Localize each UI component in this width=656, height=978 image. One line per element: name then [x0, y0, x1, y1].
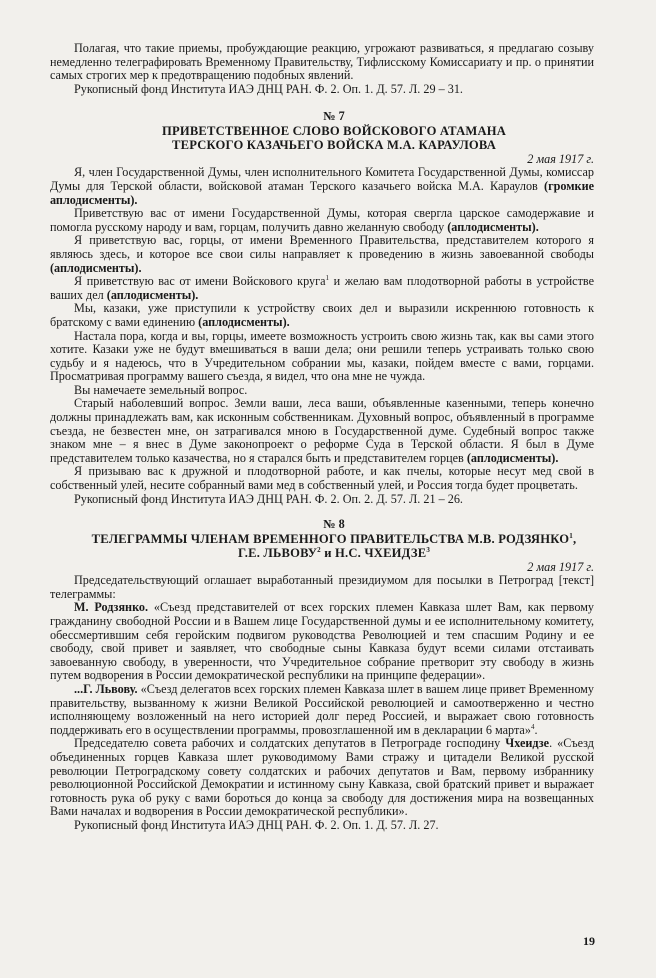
footnote-ref: 1 [325, 274, 330, 283]
source-note-top: Рукописный фонд Института ИАЭ ДНЦ РАН. Ф. 2. Оп. 1. Д. 57. Л. 29 – 31. [74, 81, 463, 96]
doc7-title-line2: ТЕРСКОГО КАЗАЧЬЕГО ВОЙСКА М.А. КАРАУЛОВА [172, 138, 496, 153]
intro-paragraph: Полагая, что такие приемы, пробуждающие реакцию, угрожают развиваться, я предлагаю созыву немедленно телеграфировать Временному Правительству, Тифлисскому Комиссариату и пр. о принятии самых строгих мер к предотвращению подобных явлений. [50, 41, 594, 83]
doc8-number: № 8 [323, 517, 345, 532]
footnote-ref: 4 [530, 722, 535, 731]
page-number: 19 [583, 934, 595, 948]
doc8-intro: Председательствующий оглашает выработанный президиумом для посылки в Петроград [текст] телеграммы: [50, 573, 594, 601]
doc8-source-note: Рукописный фонд Института ИАЭ ДНЦ РАН. Ф. 2. Оп. 1. Д. 57. Л. 27. [74, 817, 439, 832]
doc7-number: № 7 [323, 109, 345, 124]
doc8-telegram-lvov: ...Г. Львову. «Съезд делегатов всех горских племен Кавказа шлет в вашем лице привет Временному правительству, вызванному к жизни Великой Российской революцией и самоотверженно и честно исполняющему возложенный на него историей долг перед Россией, и выражает свою готовность поддерживать его в осуществлении программы, провозглашенной им в декларации 6 марта»$^4$. [50, 681, 594, 737]
doc7-paragraph: Приветствую вас от имени Государственной Думы, которая свергла царское самодержавие и помогла русскому народу и вам, горцам, получить давно желанную свободу (аплодисменты). [50, 206, 594, 234]
doc8-title-line2: Г.Е. ЛЬВОВУ$^2$ и Н.С. ЧХЕИДЗЕ$^3$ [237, 546, 431, 561]
doc8-title-line1: ТЕЛЕГРАММЫ ЧЛЕНАМ ВРЕМЕННОГО ПРАВИТЕЛЬСТВА М.В. РОДЗЯНКО$^1$, [91, 531, 577, 546]
doc7-paragraph: Вы намечаете земельный вопрос. [74, 382, 248, 397]
doc7-paragraph: Я призываю вас к дружной и плодотворной работе, и как пчелы, которые несут мед свой в собственный улей, несите собранный вами мед в собственный улей, и Россия тогда будет процветать. [50, 464, 594, 493]
doc8-date: 2 мая 1917 г. [527, 559, 594, 574]
doc7-source-note: Рукописный фонд Института ИАЭ ДНЦ РАН. Ф. 2. Оп. 2. Д. 57. Л. 21 – 26. [74, 491, 463, 506]
doc8-telegram-chkheidze: Председателю совета рабочих и солдатских депутатов в Петрограде господину Чхеидзе. «Съезд объединенных горцев Кавказа шлет руководимому Вами стражу и цитадели Великой русской революции Петроградскому совету солдатских и рабочих депутатов и Вам, первому избраннику революционной Российской Демократии и истинному сыну Кавказа, свой братский привет и выражает готовность рука об руку с вами бороться до конца за свободу для достижения мира на возвещанных Вами началах и водворения в России демократической республики». [50, 736, 594, 819]
doc7-title-line1: ПРИВЕТСТВЕННОЕ СЛОВО ВОЙСКОВОГО АТАМАНА [161, 123, 507, 138]
doc7-paragraph: Настала пора, когда и вы, горцы, имеете возможность устроить свою жизнь так, как вы сами этого хотите. Казаки уже не будут вмешиваться в ваши дела; они решили теперь устраивать только свою судьбу и я надеюсь, что в Учредительном собрании мы, казаки, пойдем вместе с вами, горцами. Просматривая программу вашего съезда, я видел, что она мне не чужда. [50, 328, 594, 384]
doc7-paragraph: Я приветствую вас от имени Войскового круга$^1$ и желаю вам плодотворной работы в устройстве ваших дел (аплодисменты). [50, 274, 594, 302]
doc7-paragraph: Старый наболевший вопрос. Земли ваши, леса ваши, объявленные казенными, теперь конечно должны принадлежать вам, как исконным собственникам. Духовный вопрос, объявленный в программе съезда, не безвестен мне, он затрагивался мною в Государственной думе. Судебный вопрос также знаком мне – я внес в Думе законопроект о реформе Суда в Терской области. Я был в Думе представителем только казачества, но я старался быть и представителем горцев (аплодисменты). [50, 396, 594, 465]
doc7-date: 2 мая 1917 г. [527, 151, 594, 166]
document-body [50, 42, 594, 833]
doc7-paragraph: Мы, казаки, уже приступили к устройству своих дел и выразили искреннюю готовность к братскому с вами единению (аплодисменты). [50, 301, 594, 329]
doc8-telegram-rodzianko: М. Родзянко. «Съезд представителей от всех горских племен Кавказа шлет Вам, как первому гражданину свободной России и в Вашем лице Государственной думы и ее исполнительному комитету, обессмертившим себя геройским подвигом руководства Революцией и тем спасшим Родину и ее свободу, свой привет и заявляет, что свободные сыны Кавказа будут всеми силами отстаивать завоеванную свободу, в уверенности, что Учредительное собрание претворит эту свободу в жизнь путем водворения в России демократической республики на принципе федерации». [50, 600, 594, 683]
doc7-paragraph: Я, член Государственной Думы, член исполнительного Комитета Государственной Думы, комиссар Думы для Терской области, войсковой атаман Терского казачьего войска М.А. Караулов (громкие аплодисменты). [50, 165, 595, 207]
doc7-paragraph: Я приветствую вас, горцы, от имени Временного Правительства, представителем которого я являюсь здесь, и которое все свои силы направляет к проведению в жизнь завоеванной свободы (аплодисменты). [50, 233, 594, 275]
